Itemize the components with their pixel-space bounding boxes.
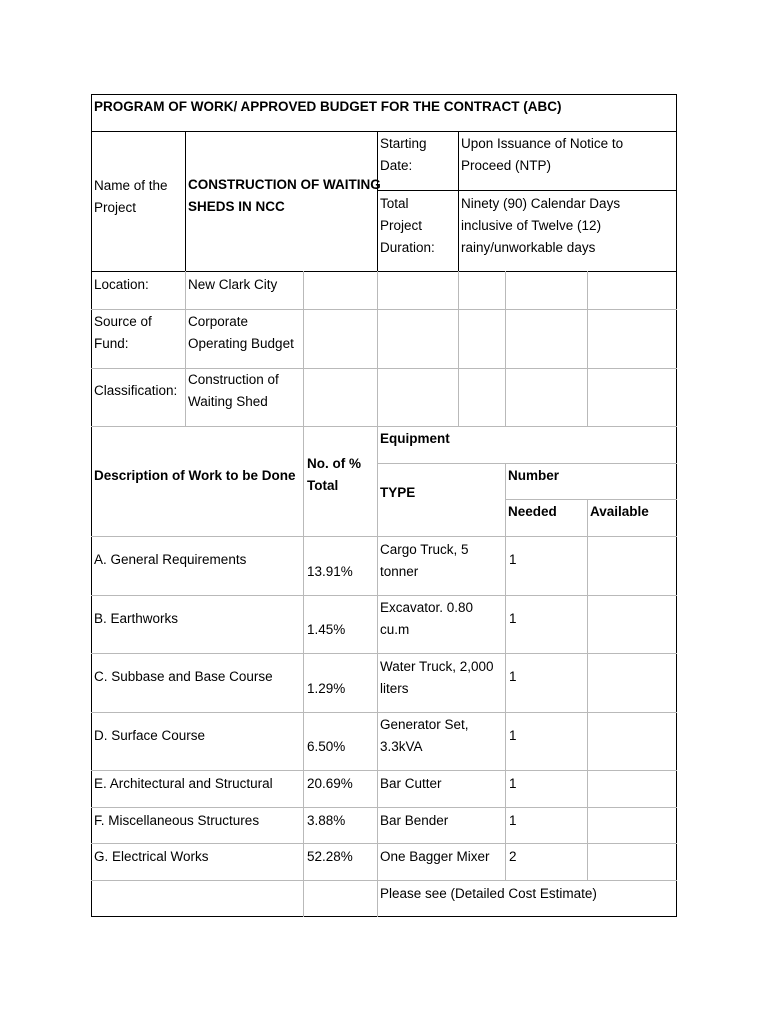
location-label: Location: bbox=[94, 277, 149, 292]
row-divider bbox=[91, 368, 677, 369]
col-divider bbox=[458, 131, 459, 272]
row-description: A. General Requirements bbox=[94, 552, 247, 567]
fund-value: Corporate bbox=[188, 314, 249, 329]
row-equipment: liters bbox=[380, 681, 409, 696]
row-needed: 1 bbox=[509, 669, 517, 684]
row-equipment: Water Truck, 2,000 bbox=[380, 659, 494, 674]
starting-date-label: Date: bbox=[380, 158, 413, 173]
row-percent: 20.69% bbox=[307, 776, 353, 791]
row-description: D. Surface Course bbox=[94, 728, 206, 743]
row-equipment: Cargo Truck, 5 bbox=[380, 542, 469, 557]
row-divider bbox=[377, 463, 677, 464]
starting-date-value: Upon Issuance of Notice to bbox=[461, 136, 624, 151]
col-divider bbox=[587, 271, 588, 427]
row-needed: 2 bbox=[509, 849, 517, 864]
row-percent: 6.50% bbox=[307, 739, 346, 754]
row-divider bbox=[91, 536, 677, 537]
row-equipment: Bar Cutter bbox=[380, 776, 442, 791]
row-equipment: One Bagger Mixer bbox=[380, 849, 490, 864]
duration-label: Project bbox=[380, 218, 423, 233]
row-description: B. Earthworks bbox=[94, 611, 179, 626]
duration-value: inclusive of Twelve (12) bbox=[461, 218, 602, 233]
col-divider bbox=[458, 271, 459, 427]
footer-note: Please see (Detailed Cost Estimate) bbox=[380, 886, 597, 901]
col-divider bbox=[185, 131, 186, 272]
row-divider bbox=[91, 807, 677, 808]
col-divider bbox=[587, 499, 588, 881]
project-name-label: Name of the bbox=[94, 178, 168, 193]
project-name-value: CONSTRUCTION OF WAITING bbox=[188, 177, 381, 192]
row-percent: 1.45% bbox=[307, 622, 346, 637]
row-divider bbox=[91, 770, 677, 771]
row-equipment: cu.m bbox=[380, 622, 410, 637]
col-divider bbox=[505, 271, 506, 427]
fund-label: Fund: bbox=[94, 336, 129, 351]
starting-date-label: Starting bbox=[380, 136, 427, 151]
fund-label: Source of bbox=[94, 314, 152, 329]
row-divider bbox=[91, 843, 677, 844]
classification-value: Waiting Shed bbox=[188, 394, 268, 409]
row-equipment: tonner bbox=[380, 564, 419, 579]
row-divider bbox=[505, 499, 677, 500]
row-description: G. Electrical Works bbox=[94, 849, 209, 864]
available-header: Available bbox=[590, 504, 649, 519]
row-percent: 3.88% bbox=[307, 813, 346, 828]
row-needed: 1 bbox=[509, 776, 517, 791]
classification-label: Classification: bbox=[94, 383, 178, 398]
duration-label: Total bbox=[380, 196, 409, 211]
col-divider bbox=[303, 271, 304, 917]
project-name-label: Project bbox=[94, 200, 137, 215]
duration-value: rainy/unworkable days bbox=[461, 240, 596, 255]
row-description: F. Miscellaneous Structures bbox=[94, 813, 260, 828]
needed-header: Needed bbox=[508, 504, 557, 519]
duration-label: Duration: bbox=[380, 240, 435, 255]
row-divider bbox=[91, 712, 677, 713]
row-equipment: Bar Bender bbox=[380, 813, 449, 828]
header-bottom-divider bbox=[91, 271, 677, 272]
col-divider bbox=[377, 271, 378, 917]
percent-header: Total bbox=[307, 478, 339, 493]
row-equipment: 3.3kVA bbox=[380, 739, 423, 754]
col-divider bbox=[185, 271, 186, 427]
row-description: C. Subbase and Base Course bbox=[94, 669, 273, 684]
row-divider bbox=[91, 653, 677, 654]
date-duration-divider bbox=[377, 190, 677, 191]
row-percent: 1.29% bbox=[307, 681, 346, 696]
equipment-header: Equipment bbox=[380, 431, 450, 446]
title-divider bbox=[91, 131, 677, 132]
row-divider bbox=[91, 595, 677, 596]
row-equipment: Generator Set, bbox=[380, 717, 469, 732]
percent-header: No. of % bbox=[307, 456, 361, 471]
duration-value: Ninety (90) Calendar Days bbox=[461, 196, 621, 211]
row-description: E. Architectural and Structural bbox=[94, 776, 273, 791]
location-value: New Clark City bbox=[188, 277, 278, 292]
col-divider bbox=[505, 463, 506, 881]
project-name-value: SHEDS IN NCC bbox=[188, 199, 285, 214]
row-percent: 13.91% bbox=[307, 564, 353, 579]
row-equipment: Excavator. 0.80 bbox=[380, 600, 474, 615]
row-divider bbox=[91, 880, 677, 881]
row-percent: 52.28% bbox=[307, 849, 353, 864]
row-needed: 1 bbox=[509, 728, 517, 743]
number-header: Number bbox=[508, 468, 560, 483]
row-divider bbox=[91, 309, 677, 310]
description-header: Description of Work to be Done bbox=[94, 468, 296, 483]
document-title: PROGRAM OF WORK/ APPROVED BUDGET FOR THE CONTRACT (ABC) bbox=[94, 99, 562, 114]
starting-date-value: Proceed (NTP) bbox=[461, 158, 552, 173]
classification-value: Construction of bbox=[188, 372, 279, 387]
row-divider bbox=[91, 426, 677, 427]
row-needed: 1 bbox=[509, 611, 517, 626]
type-header: TYPE bbox=[380, 485, 416, 500]
col-divider bbox=[377, 131, 378, 272]
fund-value: Operating Budget bbox=[188, 336, 294, 351]
row-needed: 1 bbox=[509, 552, 517, 567]
row-needed: 1 bbox=[509, 813, 517, 828]
